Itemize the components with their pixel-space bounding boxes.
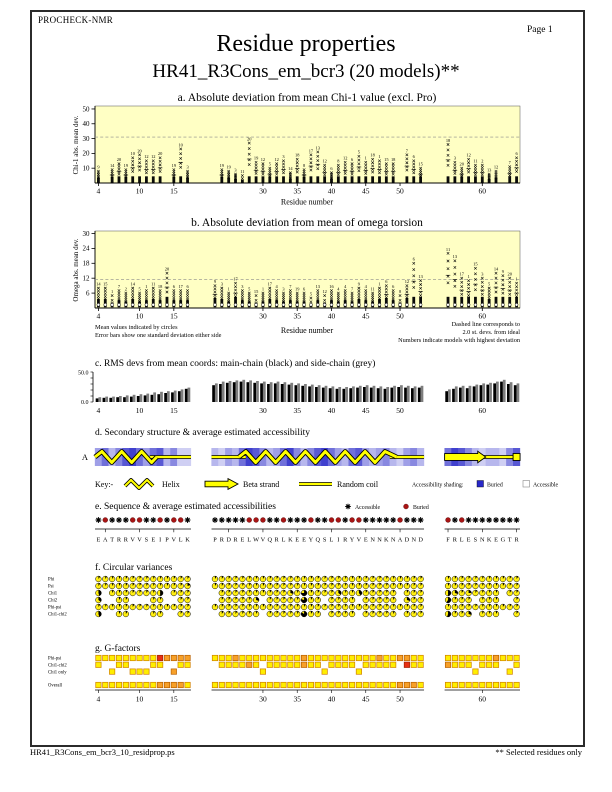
svg-text:19: 19 bbox=[171, 163, 177, 169]
svg-text:20: 20 bbox=[247, 136, 252, 142]
svg-text:19: 19 bbox=[123, 163, 129, 169]
svg-text:12: 12 bbox=[404, 279, 410, 285]
svg-text:d. Secondary structure & avera: d. Secondary structure & average estimated accessibility bbox=[95, 428, 310, 438]
svg-text:T: T bbox=[110, 536, 115, 544]
svg-text:20: 20 bbox=[116, 157, 122, 163]
svg-text:K: K bbox=[384, 536, 389, 544]
svg-text:5: 5 bbox=[268, 161, 271, 167]
svg-text:R: R bbox=[343, 536, 348, 544]
svg-text:6: 6 bbox=[86, 289, 90, 298]
svg-text:1: 1 bbox=[145, 284, 148, 290]
svg-text:1: 1 bbox=[364, 155, 367, 161]
svg-text:40: 40 bbox=[327, 694, 336, 704]
svg-text:45: 45 bbox=[362, 311, 370, 321]
svg-text:3: 3 bbox=[234, 167, 237, 173]
svg-text:15: 15 bbox=[170, 694, 178, 704]
svg-text:Phi: Phi bbox=[48, 577, 55, 583]
svg-text:Chi-1 abs. mean dev.: Chi-1 abs. mean dev. bbox=[72, 115, 80, 175]
svg-text:A: A bbox=[103, 536, 108, 544]
svg-text:8: 8 bbox=[302, 163, 306, 169]
svg-text:60: 60 bbox=[478, 186, 487, 196]
svg-text:3: 3 bbox=[282, 286, 285, 292]
svg-text:V: V bbox=[260, 536, 266, 544]
svg-text:50: 50 bbox=[396, 186, 404, 196]
svg-text:19: 19 bbox=[253, 155, 259, 161]
svg-text:Buried: Buried bbox=[487, 482, 503, 489]
svg-text:18: 18 bbox=[157, 284, 163, 290]
svg-text:9: 9 bbox=[97, 164, 100, 170]
svg-text:E: E bbox=[466, 536, 471, 544]
svg-text:W: W bbox=[253, 536, 260, 544]
svg-text:2: 2 bbox=[124, 286, 127, 292]
svg-text:D: D bbox=[226, 536, 231, 544]
svg-text:2: 2 bbox=[481, 158, 484, 164]
svg-text:R: R bbox=[233, 536, 238, 544]
section-secondary-structure bbox=[0, 424, 612, 496]
svg-text:30: 30 bbox=[259, 186, 267, 196]
svg-text:Chi1 only: Chi1 only bbox=[48, 670, 67, 676]
svg-text:7: 7 bbox=[350, 286, 354, 292]
svg-text:Residue number: Residue number bbox=[280, 326, 334, 335]
svg-text:9: 9 bbox=[213, 279, 217, 285]
svg-text:8: 8 bbox=[337, 158, 340, 164]
svg-text:Chi1: Chi1 bbox=[48, 591, 58, 597]
svg-text:3: 3 bbox=[453, 155, 456, 161]
svg-text:4: 4 bbox=[364, 284, 367, 290]
svg-text:17: 17 bbox=[178, 284, 183, 290]
svg-text:L: L bbox=[247, 536, 252, 544]
svg-text:P: P bbox=[165, 536, 169, 544]
svg-text:R: R bbox=[116, 536, 122, 544]
filename-footer: HR41_R3Cons_em_bcr3_10_residprop.ps bbox=[30, 747, 175, 757]
svg-text:Random coil: Random coil bbox=[337, 480, 379, 489]
svg-text:9: 9 bbox=[357, 281, 361, 287]
svg-text:4: 4 bbox=[96, 694, 101, 704]
svg-text:1: 1 bbox=[378, 154, 381, 160]
svg-text:L: L bbox=[459, 536, 464, 544]
svg-text:6: 6 bbox=[172, 284, 175, 290]
svg-text:1: 1 bbox=[467, 274, 470, 280]
svg-text:50: 50 bbox=[396, 311, 404, 321]
svg-text:6: 6 bbox=[350, 157, 354, 163]
svg-text:12: 12 bbox=[82, 274, 90, 283]
svg-text:20: 20 bbox=[164, 266, 170, 272]
svg-text:Mean values indicated by circl: Mean values indicated by circles bbox=[95, 324, 178, 331]
svg-text:Error bars show one standard d: Error bars show one standard deviation either side bbox=[95, 332, 222, 339]
svg-text:T: T bbox=[507, 536, 512, 544]
svg-text:S: S bbox=[322, 536, 327, 544]
svg-text:4: 4 bbox=[96, 406, 101, 415]
svg-text:30: 30 bbox=[259, 406, 267, 415]
svg-text:10: 10 bbox=[135, 694, 144, 704]
svg-text:45: 45 bbox=[362, 406, 370, 415]
svg-text:1: 1 bbox=[111, 288, 114, 294]
svg-text:10: 10 bbox=[135, 186, 144, 196]
svg-text:Buried: Buried bbox=[413, 505, 429, 511]
svg-text:11: 11 bbox=[473, 158, 478, 164]
svg-text:Helix: Helix bbox=[162, 480, 180, 489]
svg-text:4: 4 bbox=[337, 286, 340, 292]
svg-text:12: 12 bbox=[493, 164, 499, 170]
svg-text:20: 20 bbox=[137, 148, 142, 154]
svg-text:14: 14 bbox=[493, 266, 499, 272]
svg-text:30: 30 bbox=[82, 134, 90, 143]
svg-text:24: 24 bbox=[82, 244, 90, 253]
svg-text:Numbers indicate models with h: Numbers indicate models with highest deviation bbox=[398, 337, 520, 344]
svg-text:19: 19 bbox=[219, 163, 225, 169]
svg-text:N: N bbox=[411, 536, 417, 544]
svg-text:17: 17 bbox=[233, 276, 238, 282]
svg-text:15: 15 bbox=[170, 406, 178, 415]
svg-text:Accessible: Accessible bbox=[533, 482, 559, 489]
svg-text:E: E bbox=[151, 536, 156, 544]
svg-text:1: 1 bbox=[227, 286, 230, 292]
svg-text:12: 12 bbox=[274, 157, 279, 163]
svg-text:50: 50 bbox=[82, 105, 90, 114]
svg-text:20: 20 bbox=[459, 161, 464, 167]
svg-text:18: 18 bbox=[82, 259, 90, 268]
svg-text:R: R bbox=[514, 536, 519, 544]
svg-text:I: I bbox=[337, 536, 340, 544]
svg-text:12: 12 bbox=[322, 158, 327, 164]
svg-text:3: 3 bbox=[220, 281, 223, 287]
svg-text:35: 35 bbox=[293, 186, 301, 196]
svg-text:Accessibility shading:: Accessibility shading: bbox=[412, 482, 464, 489]
svg-text:40: 40 bbox=[327, 406, 336, 415]
svg-text:9: 9 bbox=[501, 269, 504, 275]
svg-text:35: 35 bbox=[293, 694, 301, 704]
svg-text:12: 12 bbox=[343, 155, 348, 161]
svg-text:15: 15 bbox=[103, 281, 108, 287]
svg-text:Phi-psi: Phi-psi bbox=[48, 605, 62, 611]
svg-text:16: 16 bbox=[329, 284, 334, 290]
svg-text:4: 4 bbox=[96, 186, 101, 196]
svg-text:50.0: 50.0 bbox=[78, 370, 89, 377]
svg-text:Chi1-chi2: Chi1-chi2 bbox=[48, 612, 67, 618]
svg-text:Chi1-chi2: Chi1-chi2 bbox=[48, 663, 67, 669]
svg-text:12: 12 bbox=[466, 152, 471, 158]
svg-text:6: 6 bbox=[392, 284, 395, 290]
svg-text:1: 1 bbox=[261, 286, 265, 292]
svg-text:50: 50 bbox=[396, 406, 404, 415]
svg-text:0.0: 0.0 bbox=[81, 400, 89, 406]
svg-text:10: 10 bbox=[130, 151, 135, 157]
svg-text:6: 6 bbox=[385, 279, 388, 285]
svg-text:35: 35 bbox=[293, 406, 301, 415]
svg-text:10: 10 bbox=[82, 164, 90, 173]
model-subtitle: HR41_R3Cons_em_bcr3 (20 models)** bbox=[152, 61, 460, 82]
svg-text:13: 13 bbox=[452, 254, 458, 260]
svg-text:5: 5 bbox=[248, 286, 251, 292]
svg-text:11: 11 bbox=[240, 168, 245, 174]
svg-text:40: 40 bbox=[82, 120, 90, 129]
svg-text:11: 11 bbox=[151, 281, 156, 287]
svg-text:20: 20 bbox=[82, 149, 90, 158]
svg-text:G: G bbox=[500, 536, 506, 544]
svg-text:40: 40 bbox=[327, 311, 336, 321]
svg-text:E: E bbox=[240, 536, 245, 544]
svg-text:17: 17 bbox=[308, 148, 314, 154]
svg-text:5: 5 bbox=[488, 281, 491, 287]
svg-text:1: 1 bbox=[515, 276, 518, 282]
svg-text:18: 18 bbox=[295, 152, 300, 158]
svg-text:4: 4 bbox=[344, 284, 347, 290]
svg-text:6: 6 bbox=[302, 286, 306, 292]
app-title: PROCHECK-NMR bbox=[38, 15, 114, 25]
svg-text:K: K bbox=[486, 536, 492, 544]
svg-text:Psi: Psi bbox=[48, 584, 54, 590]
svg-text:Overall: Overall bbox=[48, 683, 63, 689]
svg-text:E: E bbox=[96, 536, 101, 544]
svg-text:12: 12 bbox=[260, 157, 266, 163]
svg-text:Beta strand: Beta strand bbox=[243, 480, 280, 489]
svg-text:13: 13 bbox=[315, 284, 320, 290]
svg-text:15: 15 bbox=[384, 157, 389, 163]
svg-text:11: 11 bbox=[370, 286, 375, 292]
svg-text:6: 6 bbox=[412, 256, 415, 262]
svg-text:Y: Y bbox=[308, 536, 314, 544]
svg-text:I: I bbox=[159, 536, 162, 544]
svg-text:19: 19 bbox=[295, 286, 300, 292]
svg-text:Q: Q bbox=[267, 536, 273, 544]
svg-text:14: 14 bbox=[288, 166, 293, 172]
svg-text:V: V bbox=[130, 536, 135, 544]
svg-text:35: 35 bbox=[293, 311, 301, 321]
svg-text:45: 45 bbox=[362, 694, 370, 704]
svg-text:13: 13 bbox=[418, 274, 423, 280]
section-sequence-accessibility bbox=[0, 496, 612, 556]
svg-text:4: 4 bbox=[275, 284, 278, 290]
svg-text:A: A bbox=[81, 452, 88, 462]
svg-text:6: 6 bbox=[186, 284, 189, 290]
svg-text:L: L bbox=[329, 536, 334, 544]
svg-text:7: 7 bbox=[508, 160, 511, 166]
svg-text:R: R bbox=[123, 536, 128, 544]
svg-text:K: K bbox=[288, 536, 293, 544]
svg-text:c. RMS devs from mean coords:: c. RMS devs from mean coords: main-chain (black) and side-chain (grey) bbox=[95, 359, 376, 369]
svg-text:N: N bbox=[480, 536, 485, 544]
svg-text:12: 12 bbox=[322, 288, 327, 294]
svg-text:3: 3 bbox=[282, 154, 285, 160]
svg-text:17: 17 bbox=[459, 271, 464, 277]
svg-text:5: 5 bbox=[138, 286, 141, 292]
svg-text:g. G-factors: g. G-factors bbox=[95, 644, 141, 654]
svg-text:D: D bbox=[404, 536, 410, 544]
svg-text:D: D bbox=[418, 536, 423, 544]
svg-text:Accessible: Accessible bbox=[355, 505, 381, 511]
svg-text:Omega abs. mean dev.: Omega abs. mean dev. bbox=[72, 238, 80, 302]
svg-text:R: R bbox=[274, 536, 279, 544]
svg-text:60: 60 bbox=[478, 311, 487, 321]
svg-text:50: 50 bbox=[396, 694, 404, 704]
svg-text:Q: Q bbox=[315, 536, 321, 544]
svg-text:Y: Y bbox=[349, 536, 355, 544]
svg-text:6: 6 bbox=[412, 154, 415, 160]
svg-text:1: 1 bbox=[378, 281, 381, 287]
svg-text:3: 3 bbox=[186, 164, 189, 170]
svg-text:E: E bbox=[302, 536, 307, 544]
selected-residues-note: ** Selected residues only bbox=[495, 747, 582, 757]
svg-text:8: 8 bbox=[398, 288, 402, 294]
chart-chi1-deviation bbox=[0, 90, 612, 215]
svg-text:Dashed line corresponds to: Dashed line corresponds to bbox=[451, 321, 520, 328]
svg-text:Residue number: Residue number bbox=[280, 197, 334, 207]
svg-text:7: 7 bbox=[117, 284, 121, 290]
svg-text:E: E bbox=[494, 536, 498, 544]
chart-omega-deviation bbox=[0, 215, 612, 355]
svg-text:13: 13 bbox=[315, 145, 320, 151]
svg-text:10: 10 bbox=[135, 406, 144, 415]
svg-text:60: 60 bbox=[478, 406, 487, 415]
svg-text:E: E bbox=[295, 536, 300, 544]
svg-text:14: 14 bbox=[96, 281, 101, 287]
svg-text:19: 19 bbox=[226, 164, 231, 170]
svg-text:12: 12 bbox=[144, 154, 149, 160]
section-g-factors bbox=[0, 638, 612, 714]
svg-text:18: 18 bbox=[445, 137, 451, 143]
svg-text:S: S bbox=[144, 536, 149, 544]
svg-text:15: 15 bbox=[253, 288, 259, 294]
svg-text:20: 20 bbox=[507, 271, 512, 277]
svg-text:18: 18 bbox=[390, 157, 396, 163]
svg-text:17: 17 bbox=[267, 281, 272, 287]
svg-text:15: 15 bbox=[170, 311, 178, 321]
svg-text:N: N bbox=[390, 536, 396, 544]
svg-text:E: E bbox=[363, 536, 368, 544]
svg-text:4: 4 bbox=[96, 311, 101, 321]
svg-text:e. Sequence & average estimate: e. Sequence & average estimated accessibilities bbox=[95, 502, 276, 512]
svg-text:10: 10 bbox=[178, 142, 183, 148]
svg-text:f. Circular variances: f. Circular variances bbox=[95, 563, 173, 573]
svg-text:15: 15 bbox=[418, 161, 423, 167]
page-number: Page 1 bbox=[527, 25, 553, 35]
svg-text:7: 7 bbox=[289, 284, 292, 290]
svg-text:60: 60 bbox=[478, 694, 487, 704]
svg-text:F: F bbox=[446, 536, 450, 544]
svg-text:a. Absolute deviation from mea: a. Absolute deviation from mean Chi-1 value (excl. Pro) bbox=[177, 92, 437, 104]
svg-text:14: 14 bbox=[130, 281, 135, 287]
svg-text:11: 11 bbox=[445, 246, 451, 252]
svg-text:A: A bbox=[397, 536, 403, 544]
svg-text:3: 3 bbox=[241, 284, 244, 290]
svg-text:20: 20 bbox=[157, 151, 163, 157]
svg-text:12: 12 bbox=[151, 154, 156, 160]
svg-text:3: 3 bbox=[481, 271, 484, 277]
svg-text:30: 30 bbox=[82, 229, 90, 238]
svg-text:5: 5 bbox=[309, 291, 313, 297]
svg-text:10: 10 bbox=[135, 311, 144, 321]
svg-text:Chi2: Chi2 bbox=[48, 598, 58, 604]
svg-text:30: 30 bbox=[259, 694, 267, 704]
svg-text:2.0 st. devs. from ideal: 2.0 st. devs. from ideal bbox=[462, 329, 520, 336]
svg-text:6: 6 bbox=[515, 151, 518, 157]
svg-text:N: N bbox=[377, 536, 382, 544]
svg-text:b. Absolute deviation from mea: b. Absolute deviation from mean of omega torsion bbox=[191, 217, 423, 229]
svg-text:Phi-psi: Phi-psi bbox=[48, 656, 62, 662]
svg-text:N: N bbox=[370, 536, 375, 544]
svg-text:15: 15 bbox=[473, 261, 478, 267]
svg-text:L: L bbox=[281, 536, 286, 544]
chart-rms-deviations bbox=[0, 356, 612, 422]
svg-text:K: K bbox=[185, 536, 190, 544]
svg-text:18: 18 bbox=[370, 152, 375, 158]
svg-text:V: V bbox=[356, 536, 362, 544]
svg-text:6: 6 bbox=[330, 166, 333, 172]
svg-text:R: R bbox=[452, 536, 457, 544]
svg-text:V: V bbox=[137, 536, 142, 544]
svg-text:V: V bbox=[171, 536, 177, 544]
svg-text:13: 13 bbox=[486, 167, 492, 173]
svg-text:L: L bbox=[178, 536, 183, 544]
svg-text:5: 5 bbox=[357, 149, 361, 155]
svg-text:S: S bbox=[473, 536, 478, 544]
section-circular-variances bbox=[0, 558, 612, 636]
svg-text:14: 14 bbox=[109, 163, 115, 169]
svg-text:40: 40 bbox=[327, 186, 336, 196]
report-title: Residue properties bbox=[216, 31, 396, 57]
svg-text:Key:-: Key:- bbox=[95, 480, 114, 489]
svg-text:45: 45 bbox=[362, 186, 370, 196]
svg-text:7: 7 bbox=[405, 148, 408, 154]
svg-text:30: 30 bbox=[259, 311, 267, 321]
svg-text:R: R bbox=[219, 536, 224, 544]
svg-text:15: 15 bbox=[170, 186, 178, 196]
svg-text:P: P bbox=[213, 536, 217, 544]
